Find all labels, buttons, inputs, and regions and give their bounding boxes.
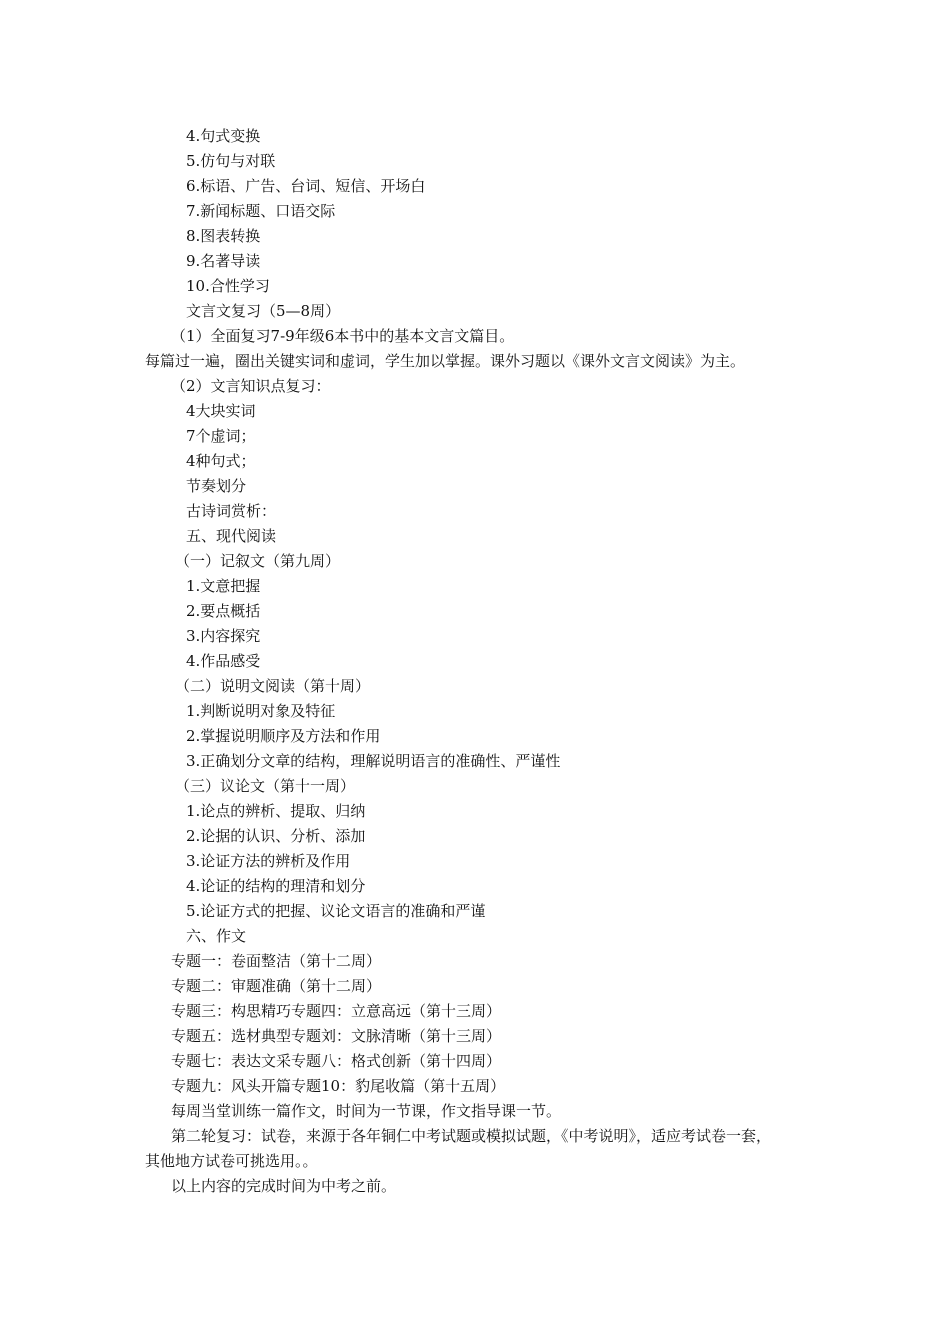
document-line: 9.名著导读 bbox=[186, 252, 261, 270]
document-line: 3.内容探究 bbox=[186, 627, 261, 645]
document-body bbox=[145, 124, 815, 1199]
document-line: 节奏划分 bbox=[186, 477, 247, 495]
document-line: 专题九：风头开篇专题10：豹尾收篇（第十五周） bbox=[171, 1077, 506, 1095]
document-line: 4大块实词 bbox=[186, 402, 256, 420]
document-line: 2.论据的认识、分析、添加 bbox=[186, 827, 366, 845]
document-line: 1.判断说明对象及特征 bbox=[186, 702, 336, 720]
document-line: 专题五：选材典型专题刘：文脉清晰（第十三周） bbox=[171, 1027, 502, 1045]
document-line: 4.论证的结构的理清和划分 bbox=[186, 877, 366, 895]
document-line: 文言文复习（5—8周） bbox=[186, 302, 341, 320]
document-line: 专题二：审题准确（第十二周） bbox=[171, 977, 382, 995]
document-line: 其他地方试卷可挑选用。。 bbox=[145, 1152, 318, 1170]
document-line: （三）议论文（第十一周） bbox=[175, 777, 356, 795]
document-line: 每周当堂训练一篇作文，时间为一节课，作文指导课一节。 bbox=[171, 1102, 562, 1120]
document-line: 4.作品感受 bbox=[186, 652, 261, 670]
document-line: 每篇过一遍，圈出关键实词和虚词，学生加以掌握。课外习题以《课外文言文阅读》为主。 bbox=[145, 352, 746, 370]
document-line: 专题三：构思精巧专题四：立意高远（第十三周） bbox=[171, 1002, 502, 1020]
document-line: 4.句式变换 bbox=[186, 127, 261, 145]
document-line: 7个虚词； bbox=[186, 427, 256, 445]
document-line: 4种句式； bbox=[186, 452, 256, 470]
document-line: 7.新闻标题、口语交际 bbox=[186, 202, 336, 220]
document-line: 专题一：卷面整洁（第十二周） bbox=[171, 952, 382, 970]
document-line: 3.正确划分文章的结构，理解说明语言的准确性、严谨性 bbox=[186, 752, 561, 770]
document-line: （一）记叙文（第九周） bbox=[175, 552, 341, 570]
document-line: 5.仿句与对联 bbox=[186, 152, 276, 170]
document-line: 六、作文 bbox=[186, 927, 247, 945]
document-line: 5.论证方式的把握、议论文语言的准确和严谨 bbox=[186, 902, 486, 920]
document-line: （1）全面复习7-9年级6本书中的基本文言文篇目。 bbox=[171, 327, 515, 345]
document-line: 10.合性学习 bbox=[186, 277, 270, 295]
document-line: 第二轮复习：试卷，来源于各年铜仁中考试题或模拟试题，《中考说明》，适应考试卷一套， bbox=[171, 1127, 772, 1145]
document-line: 专题七：表达文采专题八：格式创新（第十四周） bbox=[171, 1052, 502, 1070]
document-line: 1.文意把握 bbox=[186, 577, 261, 595]
document-line: 8.图表转换 bbox=[186, 227, 261, 245]
document-line: 五、现代阅读 bbox=[186, 527, 277, 545]
document-line: 以上内容的完成时间为中考之前。 bbox=[171, 1177, 397, 1195]
document-line: 6.标语、广告、台词、短信、开场白 bbox=[186, 177, 426, 195]
document-line: （2）文言知识点复习： bbox=[171, 377, 331, 395]
document-line: 古诗词赏析： bbox=[186, 502, 277, 520]
document-line: 1.论点的辨析、提取、归纳 bbox=[186, 802, 366, 820]
document-line: （二）说明文阅读（第十周） bbox=[175, 677, 371, 695]
document-line: 2.要点概括 bbox=[186, 602, 261, 620]
document-line: 3.论证方法的辨析及作用 bbox=[186, 852, 351, 870]
document-line: 2.掌握说明顺序及方法和作用 bbox=[186, 727, 381, 745]
